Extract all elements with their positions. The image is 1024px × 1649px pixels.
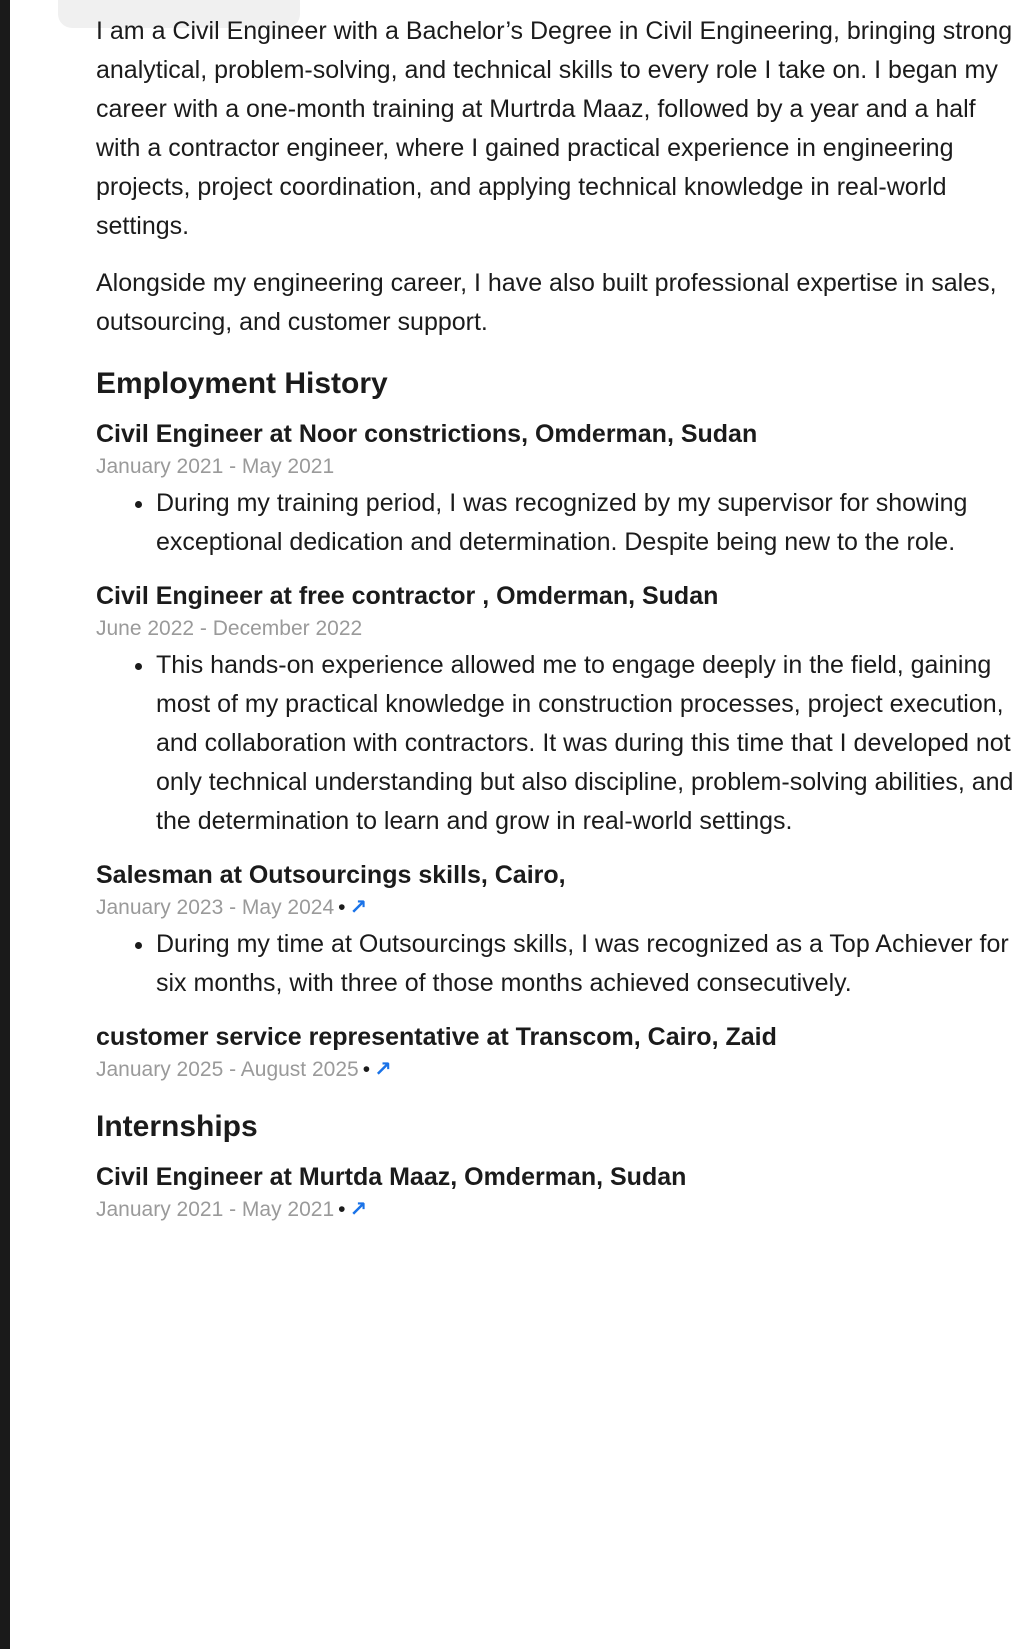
summary-paragraph-2: Alongside my engineering career, I have also built professional expertise in sales, outsourcing, and customer support. xyxy=(96,269,997,336)
job-bullet: • This hands-on experience allowed me to engage deeply in the field, gaining most of my practical knowledge in construction processes, project execution, and collaboration with contractors. It was during this time that I developed not only technical understanding but also discipline, problem-solving abilities, and the determination to learn and grow in real-world settings. xyxy=(156,646,1016,841)
job-title: Civil Engineer at Noor constrictions, Omderman, Sudan xyxy=(96,420,758,448)
job-title: Civil Engineer at free contractor , Omderman, Sudan xyxy=(96,582,719,610)
summary-paragraph-1: I am a Civil Engineer with a Bachelor’s Degree in Civil Engineering, bringing strong analytical, problem-solving, and technical skills to every role I take on. I began my career with a one-month training at Murtrda Maaz, followed by a year and a half with a contractor engineer, where I gained practical experience in engineering projects, project coordination, and applying technical knowledge in real-world settings. xyxy=(96,17,1013,240)
job-entry xyxy=(96,1019,1016,1085)
job-bullet: • During my training period, I was recognized by my supervisor for showing exceptional dedication and determination. Despite being new to the role. xyxy=(156,484,1016,562)
separator-dot: • xyxy=(338,896,346,919)
internship-title: Civil Engineer at Murtda Maaz, Omderman, Sudan xyxy=(96,1163,687,1191)
job-bullets xyxy=(96,484,1016,562)
external-link-icon[interactable]: ↗ xyxy=(349,1198,368,1221)
external-link-icon[interactable]: ↗ xyxy=(374,1058,392,1081)
job-bullet: • During my time at Outsourcings skills, I was recognized as a Top Achiever for six months, with three of those months achieved consecutively. xyxy=(156,925,1016,1003)
job-entry xyxy=(96,578,1016,841)
job-entry xyxy=(96,857,1016,1003)
job-title: customer service representative at Transcom, Cairo, Zaid xyxy=(96,1023,777,1051)
job-entry xyxy=(96,416,1016,562)
external-link-icon[interactable]: ↗ xyxy=(349,896,368,919)
job-dates: January 2021 - May 2021 xyxy=(96,455,335,478)
job-title: Salesman at Outsourcings skills, Cairo, xyxy=(96,861,566,889)
separator-dot: • xyxy=(362,1058,371,1081)
internship-entry xyxy=(96,1159,1016,1225)
job-bullets xyxy=(96,646,1016,841)
job-dates: June 2022 - December 2022 xyxy=(96,617,363,640)
job-dates: January 2023 - May 2024 • ↗ xyxy=(96,896,368,919)
job-dates: January 2025 - August 2025 • ↗ xyxy=(96,1058,392,1081)
separator-dot: • xyxy=(338,1198,346,1221)
internship-dates: January 2021 - May 2021 • ↗ xyxy=(96,1198,368,1221)
employment-history-heading: Employment History xyxy=(96,367,388,400)
resume-page xyxy=(10,0,1024,1649)
internships-heading: Internships xyxy=(96,1110,258,1143)
job-bullets xyxy=(96,925,1016,1003)
resume-content xyxy=(96,12,1016,1241)
